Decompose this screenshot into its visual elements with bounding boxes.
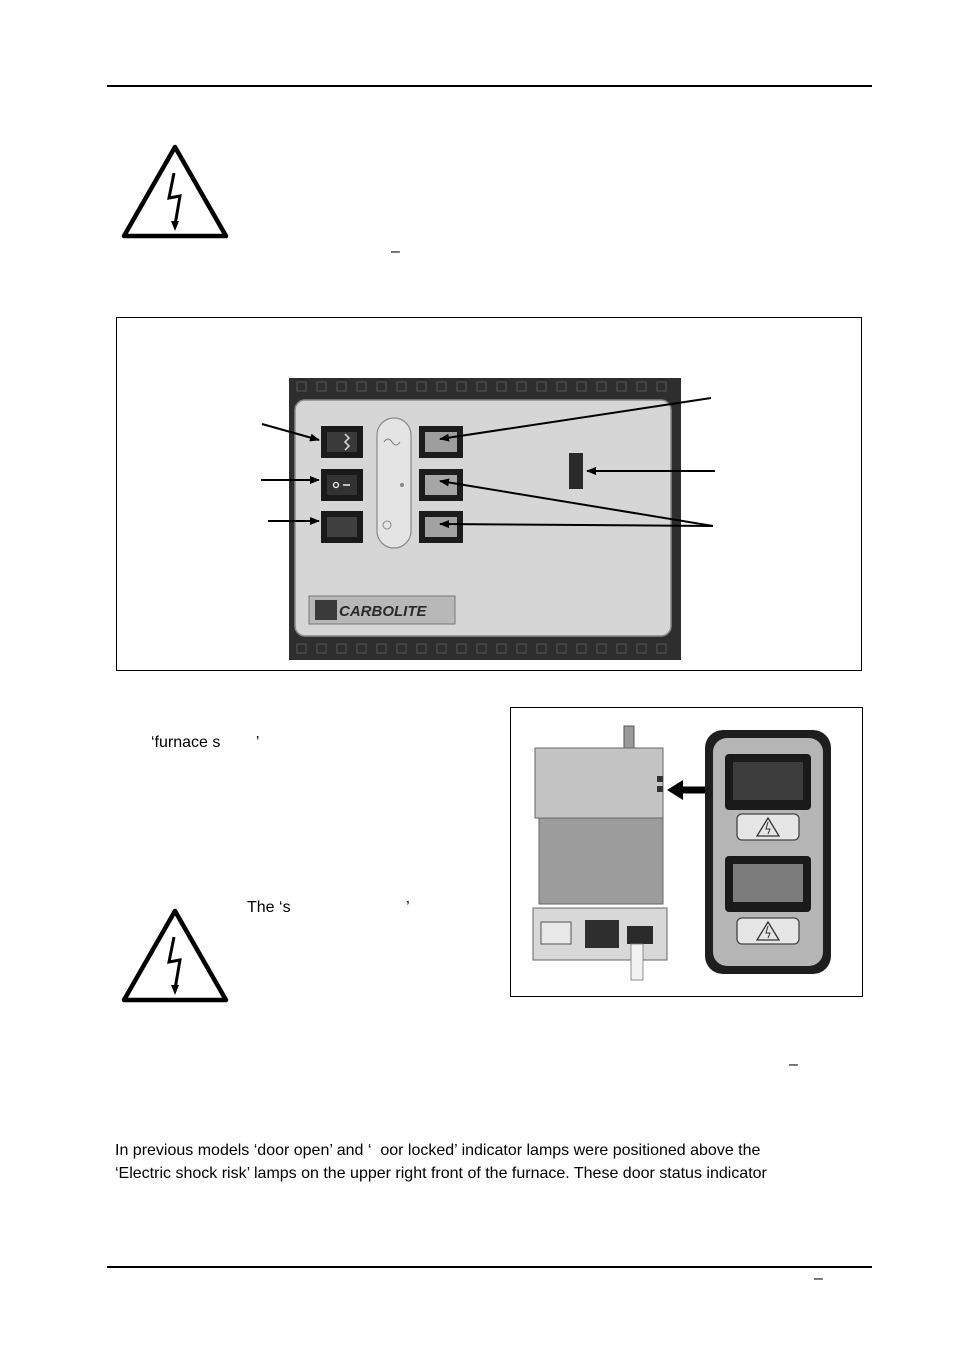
mid-dash-text: – bbox=[789, 1056, 798, 1073]
carbolite-logo-text: CARBOLITE bbox=[339, 603, 427, 620]
footer-dash-text: – bbox=[814, 1270, 823, 1287]
top-dash-text: – bbox=[391, 243, 400, 260]
footer-rule bbox=[107, 1266, 872, 1268]
control-panel-figure bbox=[116, 317, 862, 671]
furnace-lamp-figure bbox=[510, 707, 863, 997]
paragraph-line-1: In previous models ‘door open’ and ‘ oor locked’ indicator lamps were positioned above the bbox=[115, 1142, 761, 1159]
paragraph-line-2: ‘Electric shock risk’ lamps on the upper right front of the furnace. These door status indicator bbox=[115, 1165, 767, 1182]
electric-shock-warning-icon bbox=[120, 143, 230, 240]
electric-shock-warning-icon bbox=[120, 907, 230, 1004]
header-rule bbox=[107, 85, 872, 87]
control-panel-photo bbox=[117, 318, 861, 670]
caption-furnace: ‘furnace s ’ bbox=[151, 734, 260, 751]
caption-the: The ‘s ’ bbox=[247, 899, 410, 916]
furnace-lamp-photo bbox=[511, 708, 862, 996]
